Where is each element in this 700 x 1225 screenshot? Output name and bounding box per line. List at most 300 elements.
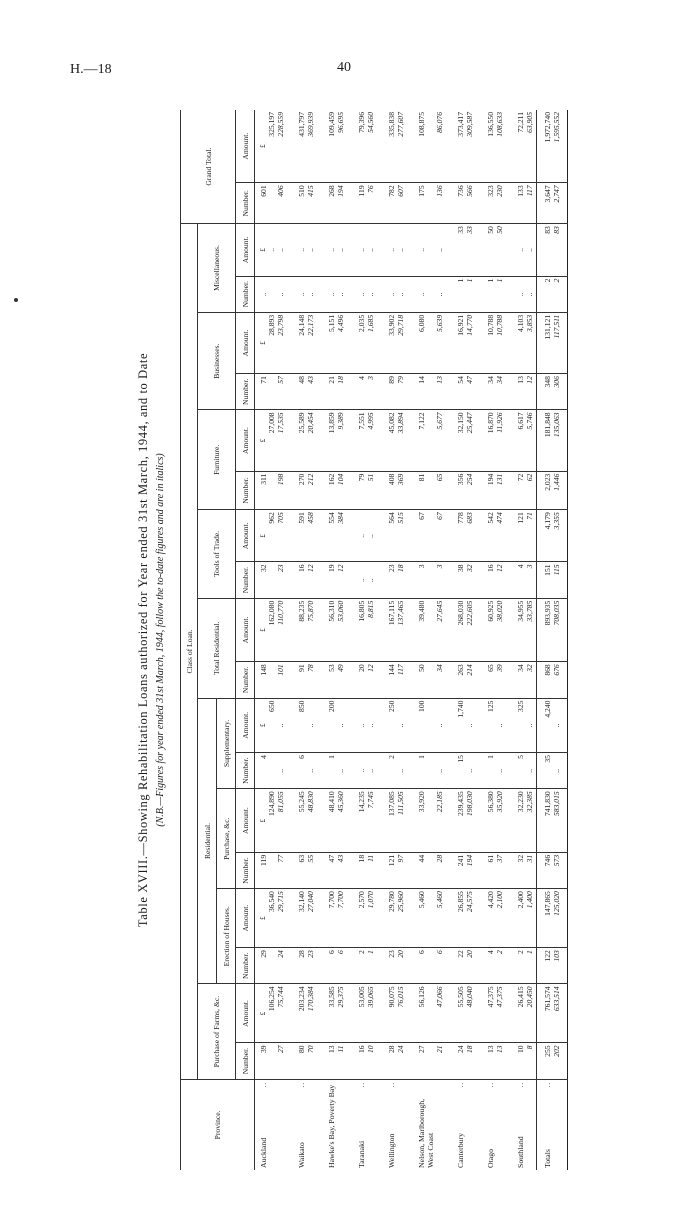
number-header: Number.	[236, 662, 255, 698]
amount-cell	[525, 698, 537, 752]
cell-value: 6	[327, 950, 336, 954]
number-cell	[366, 948, 377, 984]
cell-value: 228,559	[276, 112, 285, 137]
cell-value: 63,905	[525, 112, 534, 133]
cell-value: 38,020	[495, 600, 504, 622]
cell-value: 1	[486, 278, 495, 283]
number-cell	[465, 852, 476, 888]
cell-value: ..	[417, 292, 426, 297]
number-cell	[276, 374, 287, 410]
cell-value: 309,587	[465, 112, 474, 137]
amount-cell	[306, 510, 317, 562]
cell-value: 24,575	[465, 891, 474, 913]
amount-cell	[396, 410, 407, 471]
number-cell	[317, 183, 336, 224]
number-cell	[377, 1043, 396, 1079]
cell-value: 125	[486, 700, 495, 712]
cell-value: 48,040	[465, 986, 474, 1008]
leader-dots: ..	[297, 1081, 306, 1088]
amount-cell	[495, 510, 506, 562]
number-cell	[276, 276, 287, 312]
amount-cell	[435, 789, 446, 853]
cell-value: 33,894	[396, 412, 405, 434]
cell-value: 101	[276, 664, 285, 676]
amount-cell	[287, 698, 306, 752]
cell-value: 170,384	[306, 986, 315, 1012]
cell-value: 200	[327, 700, 336, 712]
amount-cell	[287, 598, 306, 662]
cell-value: 348	[543, 376, 552, 388]
cell-value: 11	[336, 1045, 345, 1053]
amount-header: Amount.	[236, 312, 255, 373]
amount-cell	[255, 510, 277, 562]
number-cell	[306, 1043, 317, 1079]
cell-value: 542	[486, 512, 495, 524]
cell-value: 26,415	[516, 986, 525, 1008]
cell-value: 222,605	[465, 600, 474, 626]
cell-value: ..	[327, 292, 336, 297]
amount-cell	[435, 984, 446, 1043]
purchase-farms-header: Purchase of Farms, &c.	[198, 984, 236, 1079]
cell-value: 34	[516, 664, 525, 672]
amount-cell	[552, 410, 568, 471]
pound-sign: £	[259, 916, 267, 920]
cell-value: ..	[525, 247, 534, 252]
number-cell	[435, 852, 446, 888]
number-cell	[495, 183, 506, 224]
cell-value: 119	[357, 185, 366, 197]
cell-value: 683	[465, 512, 474, 524]
province-cell	[476, 1079, 495, 1170]
cell-value: ..	[357, 247, 366, 252]
number-cell	[407, 662, 435, 698]
amount-cell	[366, 110, 377, 183]
cell-value: 136	[435, 185, 444, 197]
cell-value: 32	[516, 854, 525, 863]
amount-cell	[446, 698, 465, 752]
number-cell	[287, 183, 306, 224]
number-cell	[317, 753, 336, 789]
number-cell	[537, 948, 553, 984]
amount-cell	[552, 110, 568, 183]
number-cell	[552, 276, 568, 312]
province-cell	[506, 1079, 525, 1170]
supplementary-header: Supplementary.	[217, 698, 236, 789]
number-cell	[377, 276, 396, 312]
cell-value: 24	[276, 950, 285, 958]
number-cell	[396, 562, 407, 598]
amount-cell	[396, 789, 407, 853]
table-row	[317, 110, 336, 1170]
number-cell	[377, 948, 396, 984]
number-cell	[287, 662, 306, 698]
cell-value: 51	[366, 473, 375, 482]
amount-cell	[287, 984, 306, 1043]
cell-value: 13,859	[327, 412, 336, 434]
cell-value: 111,505	[396, 791, 405, 815]
amount-cell	[537, 510, 553, 562]
number-cell	[255, 276, 277, 312]
amount-cell	[366, 598, 377, 662]
cell-value: 20,454	[306, 412, 315, 434]
cell-value: 83	[543, 226, 552, 234]
cell-value: 65	[435, 473, 444, 482]
cell-value: ..	[336, 292, 345, 297]
cell-value: ..	[357, 723, 366, 728]
cell-value: 311	[259, 473, 268, 485]
number-cell	[552, 374, 568, 410]
number-cell	[506, 852, 525, 888]
cell-value: 1	[417, 755, 426, 759]
cell-value: 32	[465, 564, 474, 573]
cell-value: 18	[336, 376, 345, 384]
cell-value: ..	[306, 292, 315, 297]
amount-cell	[495, 789, 506, 853]
cell-value: 14,235	[357, 791, 366, 813]
number-cell	[366, 276, 377, 312]
amount-cell	[377, 224, 396, 276]
amount-cell	[537, 110, 553, 183]
number-cell	[552, 662, 568, 698]
number-cell	[255, 753, 277, 789]
number-cell	[396, 753, 407, 789]
amount-cell	[407, 889, 435, 948]
number-cell	[396, 662, 407, 698]
cell-value: 28	[297, 950, 306, 958]
cell-value: 202	[552, 1045, 561, 1057]
cell-value: 13	[495, 1045, 504, 1054]
cell-value: ..	[306, 247, 315, 252]
number-cell	[446, 183, 465, 224]
number-cell	[287, 753, 306, 789]
number-cell	[287, 562, 306, 598]
cell-value: 23	[276, 564, 285, 573]
amount-cell	[317, 598, 336, 662]
amount-cell	[446, 789, 465, 853]
leader-dots: ..	[516, 1081, 525, 1088]
cell-value: ..	[276, 723, 285, 728]
cell-value: 4,995	[366, 412, 375, 430]
amount-cell	[336, 698, 347, 752]
number-cell	[446, 753, 465, 789]
cell-value: 14,770	[465, 314, 474, 336]
cell-value: 5	[516, 755, 525, 759]
cell-value: 633,514	[552, 986, 561, 1012]
cell-value: ..	[297, 247, 306, 252]
cell-value: 28	[435, 854, 444, 863]
cell-value: 89	[387, 376, 396, 384]
amount-cell	[525, 889, 537, 948]
rotated-table-area	[132, 110, 692, 1170]
erection-header: Erection of Houses.	[217, 889, 236, 984]
cell-value: 136,550	[486, 112, 495, 137]
number-cell	[347, 1043, 366, 1079]
pound-sign: £	[259, 341, 267, 345]
cell-value: 268	[327, 185, 336, 197]
cell-value: ..	[306, 723, 315, 728]
amount-cell	[317, 698, 336, 752]
province-cell	[495, 1079, 506, 1170]
cell-value: 60,925	[486, 600, 495, 622]
amount-cell	[435, 110, 446, 183]
cell-value: 373,417	[456, 112, 465, 137]
cell-value: ..	[297, 292, 306, 297]
cell-value: 47,375	[495, 986, 504, 1008]
amount-cell	[377, 410, 396, 471]
cell-value: ..	[495, 723, 504, 728]
number-cell	[435, 662, 446, 698]
amount-cell	[476, 598, 495, 662]
number-cell	[525, 662, 537, 698]
number-cell	[306, 662, 317, 698]
amount-cell	[255, 410, 277, 471]
cell-value: 56,310	[327, 600, 336, 622]
cell-value: 3	[435, 564, 444, 569]
cell-value: 325,197	[267, 112, 276, 137]
cell-value: 868	[543, 664, 552, 676]
table-row	[255, 110, 277, 1170]
cell-value: 79,396	[357, 112, 366, 133]
amount-cell	[525, 510, 537, 562]
number-cell	[495, 374, 506, 410]
cell-value: 1	[327, 755, 336, 759]
cell-value: 108,875	[417, 112, 426, 137]
amount-cell	[537, 698, 553, 752]
cell-value: 34	[486, 376, 495, 384]
cell-value: ..	[276, 768, 285, 773]
cell-value: 23	[387, 950, 396, 958]
number-cell	[446, 374, 465, 410]
amount-cell	[366, 789, 377, 853]
amount-cell	[446, 312, 465, 373]
number-cell	[255, 562, 277, 598]
amount-cell	[336, 224, 347, 276]
amount-cell	[476, 410, 495, 471]
number-cell	[465, 276, 476, 312]
cell-value: 325	[516, 700, 525, 712]
cell-value: 2,035	[357, 314, 366, 332]
cell-value: 4,240	[543, 700, 552, 718]
cell-value: 16,805	[357, 600, 366, 622]
cell-value: 11	[366, 854, 375, 862]
cell-value: 108,633	[495, 112, 504, 137]
number-cell	[495, 852, 506, 888]
province-cell	[366, 1079, 377, 1170]
amount-cell	[276, 510, 287, 562]
cell-value: ..	[336, 247, 345, 252]
province-cell	[537, 1079, 553, 1170]
number-cell	[506, 948, 525, 984]
amount-cell	[537, 889, 553, 948]
cell-value: ..	[516, 292, 525, 297]
cell-value: 20	[396, 950, 405, 958]
amount-cell	[407, 224, 435, 276]
residential-header: Residential.	[198, 698, 217, 984]
number-amount-header-row	[236, 110, 255, 1170]
cell-value: 47,375	[486, 986, 495, 1008]
number-cell	[407, 852, 435, 888]
cell-value: 10	[366, 1045, 375, 1054]
cell-value: ..	[435, 723, 444, 728]
table-row	[276, 110, 287, 1170]
cell-value: 18	[357, 854, 366, 863]
number-cell	[287, 948, 306, 984]
amount-cell	[476, 510, 495, 562]
cell-value: 131	[495, 473, 504, 486]
amount-cell	[306, 312, 317, 373]
cell-value: 97	[396, 854, 405, 863]
table-row	[495, 110, 506, 1170]
cell-value: ..	[357, 292, 366, 297]
number-cell	[476, 562, 495, 598]
amount-cell	[255, 698, 277, 752]
province-name: Wellington	[387, 1133, 396, 1168]
amount-cell	[537, 224, 553, 276]
cell-value: 57	[276, 376, 285, 384]
number-cell	[366, 374, 377, 410]
cell-value: 2	[516, 950, 525, 954]
amount-cell	[407, 789, 435, 853]
cell-value: 474	[495, 512, 504, 524]
amount-cell	[347, 224, 366, 276]
number-cell	[287, 1043, 306, 1079]
cell-value: 16	[357, 1045, 366, 1054]
number-cell	[347, 662, 366, 698]
province-cell	[255, 1079, 277, 1170]
number-cell	[407, 948, 435, 984]
cell-value: 335,838	[387, 112, 396, 137]
amount-cell	[476, 110, 495, 183]
amount-cell	[347, 789, 366, 853]
cell-value: 110,770	[276, 600, 285, 625]
cell-value: 263	[456, 664, 465, 676]
amount-cell	[306, 984, 317, 1043]
cell-value: 29	[259, 950, 268, 958]
cell-value: 194	[486, 473, 495, 486]
number-cell	[506, 276, 525, 312]
cell-value: 962	[267, 512, 276, 524]
amount-cell	[525, 598, 537, 662]
cell-value: 34,955	[516, 600, 525, 622]
amount-cell	[407, 984, 435, 1043]
amount-cell	[525, 110, 537, 183]
cell-value: 117	[525, 185, 534, 197]
number-cell	[377, 183, 396, 224]
number-cell	[336, 948, 347, 984]
number-cell	[306, 471, 317, 510]
cell-value: 1,400	[525, 891, 534, 909]
number-cell	[336, 471, 347, 510]
leader-dots: ..	[486, 1081, 495, 1088]
number-cell	[476, 276, 495, 312]
number-cell	[552, 183, 568, 224]
amount-cell	[465, 224, 476, 276]
number-cell	[476, 753, 495, 789]
cell-value: ..	[417, 247, 426, 252]
cell-value: 214	[465, 664, 474, 676]
cell-value: 53,005	[357, 986, 366, 1008]
cell-value: 31	[525, 854, 534, 863]
province-cell	[396, 1079, 407, 1170]
number-cell	[306, 183, 317, 224]
number-cell	[525, 183, 537, 224]
number-cell	[465, 753, 476, 789]
cell-value: 18	[396, 564, 405, 573]
number-cell	[407, 1043, 435, 1079]
cell-value: 47	[327, 854, 336, 863]
number-cell	[347, 276, 366, 312]
province-cell	[465, 1079, 476, 1170]
amount-cell	[377, 598, 396, 662]
cell-value: 1,685	[366, 314, 375, 332]
cell-value: 369,939	[306, 112, 315, 137]
amount-cell	[407, 698, 435, 752]
cell-value: 6	[417, 950, 426, 954]
cell-value: ..	[267, 247, 276, 252]
amount-cell	[435, 410, 446, 471]
leader-dots: ..	[357, 1081, 366, 1088]
cell-value: 10,788	[486, 314, 495, 336]
cell-value: ..	[327, 247, 336, 252]
cell-value: 3,355	[552, 512, 561, 530]
cell-value: 212	[306, 473, 315, 486]
amount-cell	[317, 789, 336, 853]
number-header: Number.	[236, 852, 255, 888]
cell-value: ..	[357, 533, 366, 538]
number-cell	[255, 471, 277, 510]
cell-value: 6	[297, 755, 306, 759]
cell-value: 33,902	[387, 314, 396, 336]
number-cell	[377, 753, 396, 789]
cell-value: 55,505	[456, 986, 465, 1008]
amount-cell	[336, 984, 347, 1043]
number-header: Number.	[236, 562, 255, 598]
page-code: H.—18	[70, 62, 112, 77]
number-cell	[347, 753, 366, 789]
cell-value: 384	[336, 512, 345, 524]
number-cell	[407, 471, 435, 510]
cell-value: 1	[486, 755, 495, 759]
number-cell	[255, 852, 277, 888]
cell-value: 34	[435, 664, 444, 672]
cell-value: 708,035	[552, 600, 561, 626]
cell-value: 65	[486, 664, 495, 672]
cell-value: 55	[306, 854, 315, 863]
cell-value: 17,535	[276, 412, 285, 434]
number-cell	[336, 183, 347, 224]
cell-value: 12	[495, 564, 504, 573]
amount-cell	[552, 789, 568, 853]
amount-cell	[366, 698, 377, 752]
cell-value: 48,410	[327, 791, 336, 813]
amount-cell	[446, 224, 465, 276]
number-header: Number.	[236, 276, 255, 312]
number-cell	[537, 183, 553, 224]
province-cell	[336, 1079, 347, 1170]
number-cell	[377, 852, 396, 888]
number-cell	[347, 852, 366, 888]
total-residential-header: Total Residential.	[198, 598, 236, 698]
cell-value: 106,254	[267, 986, 276, 1012]
cell-value: 50	[486, 226, 495, 234]
cell-value: 1	[465, 278, 474, 283]
cell-value: 100	[417, 700, 426, 712]
amount-cell	[396, 110, 407, 183]
amount-cell	[446, 889, 465, 948]
cell-value: 67	[417, 512, 426, 520]
amount-cell	[465, 984, 476, 1043]
cell-value: 2	[357, 950, 366, 954]
